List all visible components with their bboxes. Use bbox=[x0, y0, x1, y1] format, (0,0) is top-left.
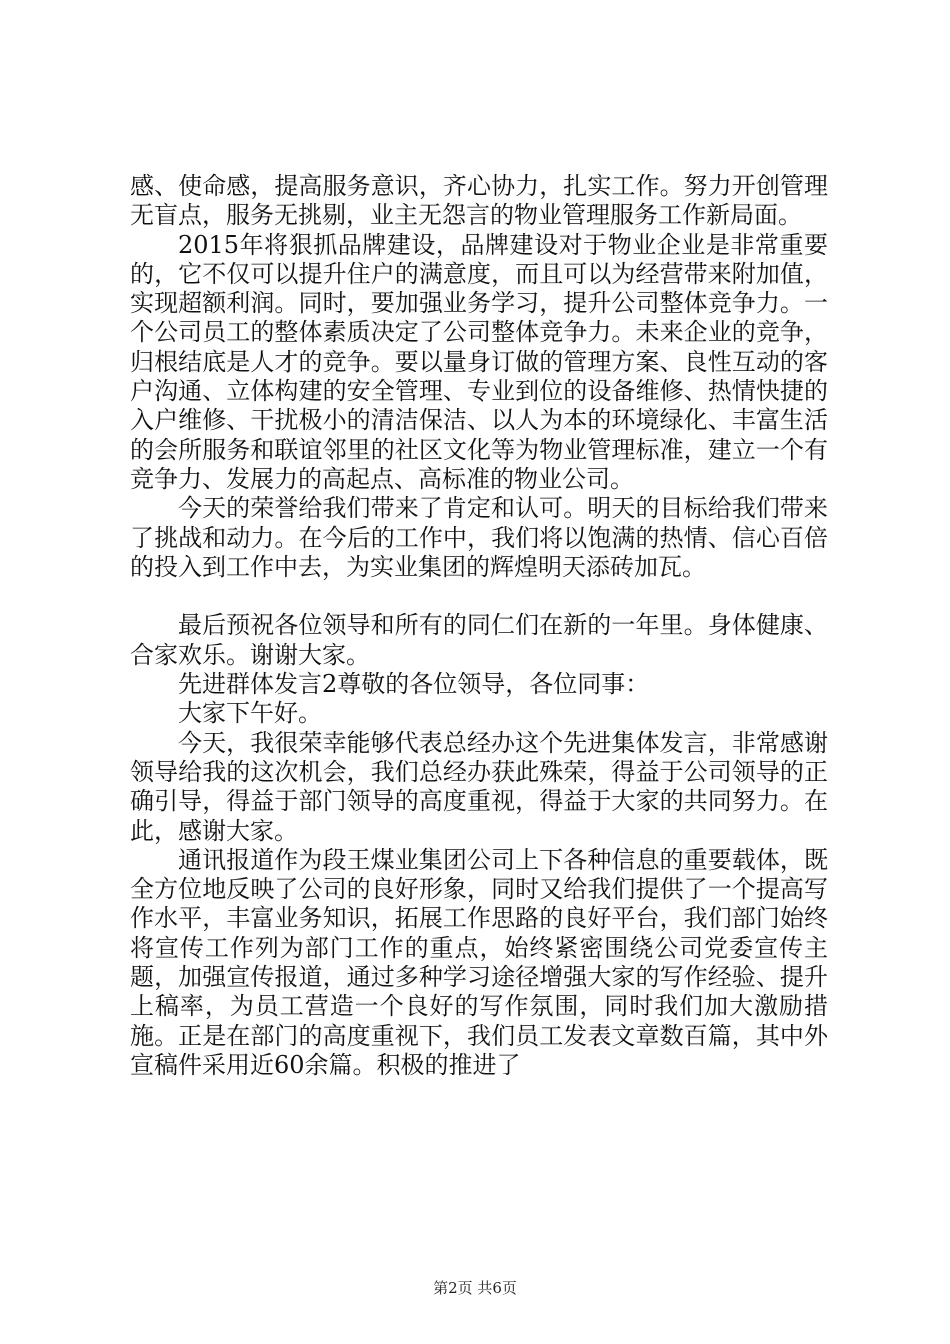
paragraph-gratitude: 今天，我很荣幸能够代表总经办这个先进集体发言，非常感谢领导给我的这次机会，我们总经办获此殊荣，得益于公司领导的正确引导，得益于部门领导的高度重视，得益于大家的共同努力。在此，感谢大家。 bbox=[130, 728, 828, 845]
paragraph-greeting: 大家下午好。 bbox=[178, 699, 322, 728]
page-number-footer: 第2页 共6页 bbox=[433, 1279, 517, 1297]
paragraph-brand-building: 2015年将狠抓品牌建设，品牌建设对于物业企业是非常重要的，它不仅可以提升住户的满意度，而且可以为经营带来附加值，实现超额利润。同时，要加强业务学习，提升公司整体竞争力。一个公司员工的整体素质决定了公司整体竞争力。未来企业的竞争，归根结底是人才的竞争。要以量身订做的管理方案、良性互动的客户沟通、立体构建的安全管理、专业到位的设备维修、热情快捷的入户维修、干扰极小的清洁保洁、以人为本的环境绿化、丰富生活的会所服务和联谊邻里的社区文化等为物业管理标准，建立一个有竞争力、发展力的高起点、高标准的物业公司。 bbox=[130, 230, 828, 493]
document-body bbox=[130, 172, 828, 1080]
paragraph-closing-wishes: 最后预祝各位领导和所有的同仁们在新的一年里。身体健康、合家欢乐。谢谢大家。 bbox=[130, 611, 828, 669]
paragraph-reporting: 通讯报道作为段王煤业集团公司上下各种信息的重要载体，既全方位地反映了公司的良好形象，同时又给我们提供了一个提高写作水平，丰富业务知识，拓展工作思路的良好平台，我们部门始终将宣传工作列为部门工作的重点，始终紧密围绕公司党委宣传主题，加强宣传报道，通过多种学习途径增强大家的写作经验、提升上稿率，为员工营造一个良好的写作氛围，同时我们加大激励措施。正是在部门的高度重视下，我们员工发表文章数百篇，其中外宣稿件采用近60余篇。积极的推进了 bbox=[130, 845, 828, 1079]
paragraph-honor: 今天的荣誉给我们带来了肯定和认可。明天的目标给我们带来了挑战和动力。在今后的工作中，我们将以饱满的热情、信心百倍的投入到工作中去，为实业集团的辉煌明天添砖加瓦。 bbox=[130, 494, 828, 581]
paragraph-speech-title: 先进群体发言2尊敬的各位领导，各位同事： bbox=[178, 670, 650, 699]
paragraph-continuation: 感、使命感，提高服务意识，齐心协力，扎实工作。努力开创管理无盲点，服务无挑剔，业主无怨言的物业管理服务工作新局面。 bbox=[130, 172, 828, 230]
